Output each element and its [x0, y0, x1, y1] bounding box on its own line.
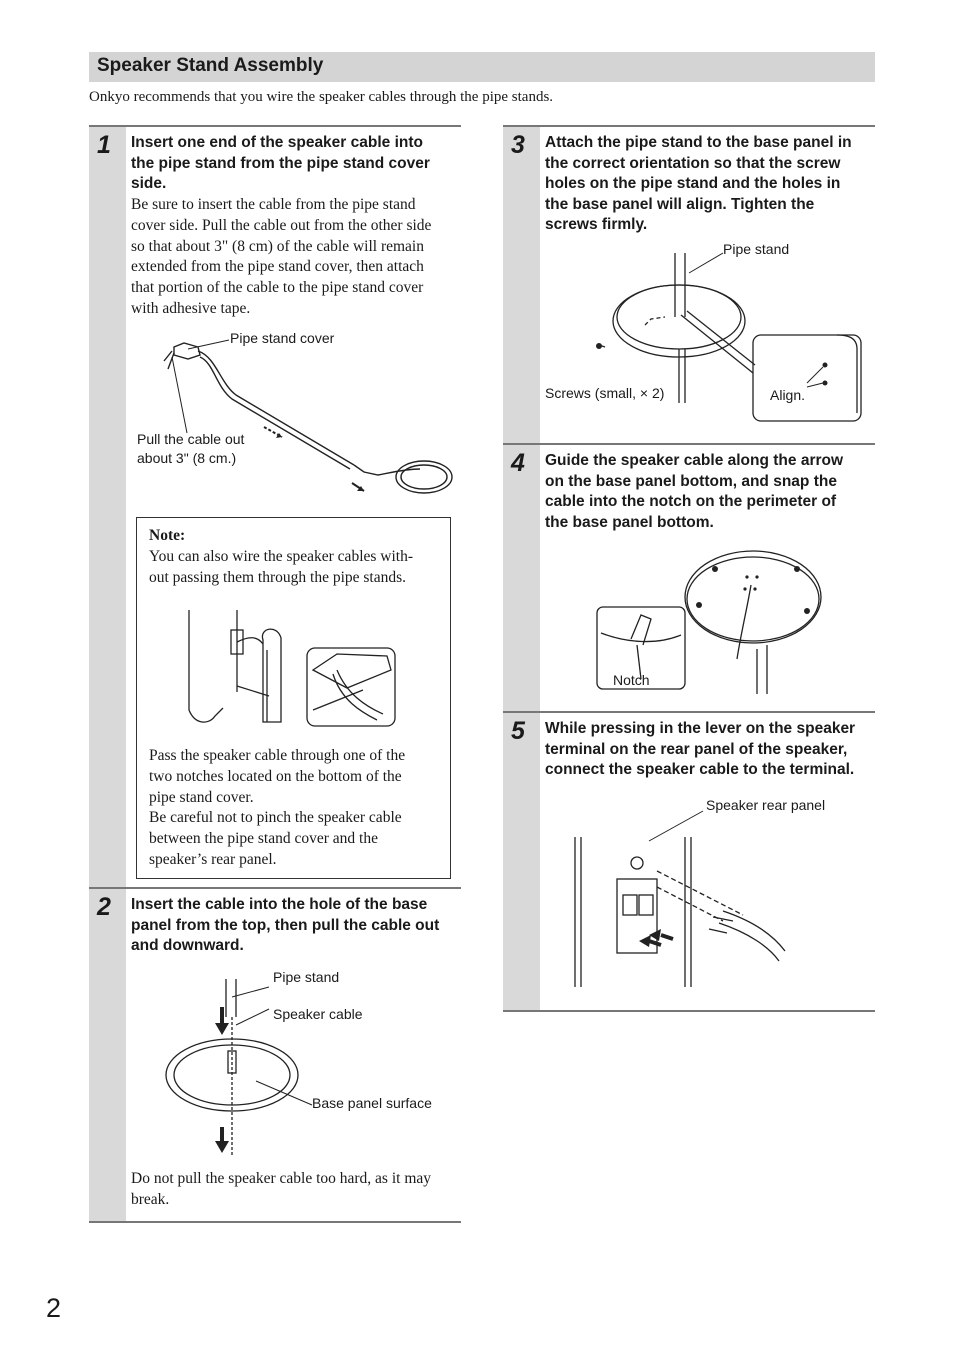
label-speaker-rear-panel: Speaker rear panel	[706, 797, 826, 813]
step-heading: Insert the cable into the hole of the base panel from the top, then pull the cable out and downward.	[131, 896, 440, 954]
label-align: Align.	[770, 387, 806, 403]
step-3	[503, 125, 875, 445]
step-5	[503, 711, 875, 1012]
step-body: Be sure to insert the cable from the pipe stand cover side. Pull the cable out from the other side so that about 3" (8 cm) of the cable will remain extended from the pipe stand cover, then attach that portion of the cable to the pipe stand cover with adhesive tape.	[131, 196, 432, 317]
base-panel-illustration	[164, 977, 304, 1157]
step-number: 1	[97, 131, 111, 159]
page-number: 2	[46, 1293, 62, 1323]
step-4	[503, 443, 875, 713]
speaker-notch-illustration	[187, 610, 402, 730]
step-number: 4	[511, 449, 525, 477]
label-pipe-stand-cover: Pipe stand cover	[230, 330, 335, 346]
step-heading: Guide the speaker cable along the arrow on the base panel bottom, and snap the cable into the notch on the perimeter of the base panel bottom.	[545, 452, 844, 531]
step-heading: While pressing in the lever on the speaker terminal on the rear panel of the speaker, connect the speaker cable to the terminal.	[545, 720, 856, 778]
label-base-panel-surface: Base panel surface	[312, 1095, 432, 1111]
step-number: 2	[97, 893, 111, 921]
label-pull-cable: Pull the cable out about 3" (8 cm.)	[137, 431, 245, 466]
note-title: Note:	[149, 527, 186, 544]
label-notch: Notch	[613, 672, 650, 688]
label-screws: Screws (small, × 2)	[545, 385, 665, 401]
label-speaker-cable: Speaker cable	[273, 1006, 363, 1022]
section-title-bar	[89, 52, 875, 82]
step-heading: Insert one end of the speaker cable into the pipe stand from the pipe stand cover side.	[131, 134, 430, 192]
step-body: Do not pull the speaker cable too hard, as it may break.	[131, 1170, 432, 1208]
section-title: Speaker Stand Assembly	[97, 55, 324, 76]
step-1	[89, 125, 461, 889]
note-box: Note: You can also wire the speaker cables with- out passing them through the pipe stands. Pass the speaker cable through one of the two notches located on the bottom of the pipe stand cover. Be careful not to pinch the speaker cable between the pipe stand cover and the speaker’s rear panel.	[136, 517, 451, 879]
step-number: 3	[511, 131, 525, 159]
step-number: 5	[511, 717, 525, 745]
cable-illustration	[154, 335, 454, 500]
label-pipe-stand: Pipe stand	[723, 241, 790, 257]
step-heading: Attach the pipe stand to the base panel in the correct orientation so that the screw holes on the pipe stand and the holes in the base panel will align. Tighten the screws firmly.	[545, 134, 852, 233]
intro-text: Onkyo recommends that you wire the speaker cables through the pipe stands.	[89, 89, 554, 105]
label-pipe-stand: Pipe stand	[273, 969, 340, 985]
terminal-illustration	[573, 811, 803, 991]
step-2	[89, 887, 461, 1223]
